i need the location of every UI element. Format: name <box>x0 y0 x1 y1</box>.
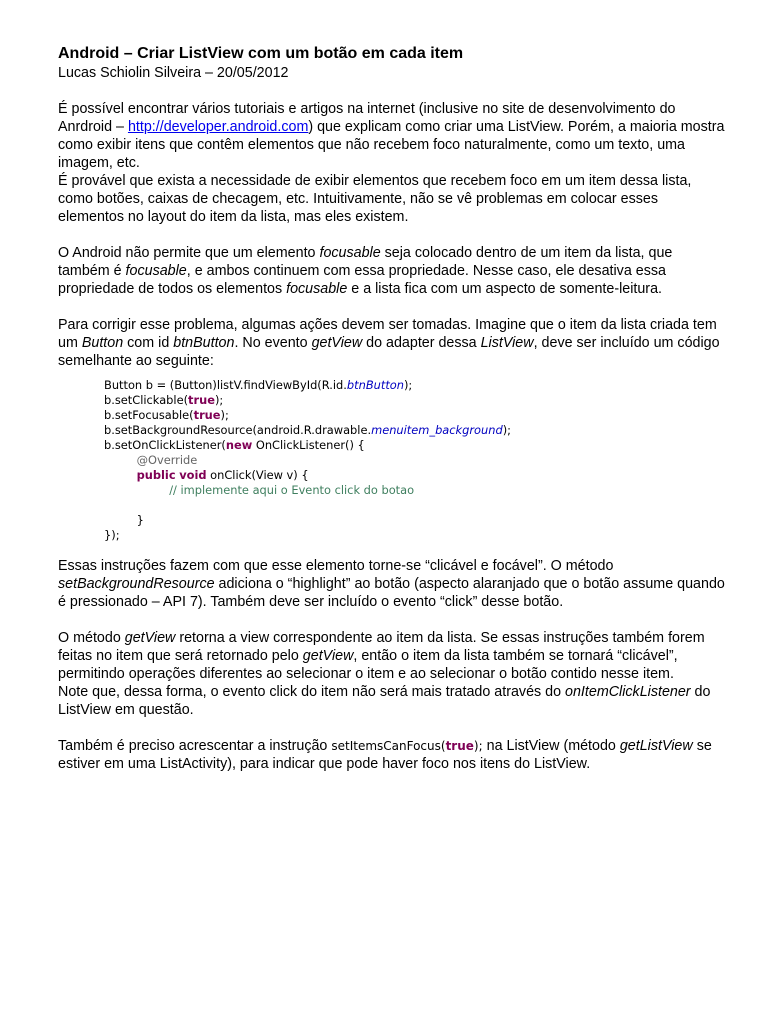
code-keyword: public <box>136 468 176 482</box>
paragraph-items-can-focus <box>58 737 726 773</box>
text: adiciona o “highlight” ao botão (aspecto alaranjado que o botão assume quando é pressionado – API 7). Também deve ser incluído o evento “click” desse botão. <box>58 576 725 610</box>
code-keyword: new <box>225 438 253 452</box>
code-text: ); <box>502 423 511 437</box>
text: O método <box>58 630 125 646</box>
italic-term: focusable <box>319 245 381 261</box>
text: se estiver em uma ListActivity), para indicar que pode haver foco nos itens do ListView. <box>58 738 712 772</box>
paragraph-focusable <box>58 244 726 298</box>
text: seja colocado dentro de um item da lista, que também é <box>58 245 673 279</box>
document-body <box>58 44 726 773</box>
italic-term: getView <box>124 630 176 646</box>
code-text: b.setOnClickListener( <box>104 438 226 452</box>
code-text: }); <box>104 528 120 542</box>
text: do ListView em questão. <box>58 684 711 718</box>
code-line-2 <box>104 393 223 407</box>
spacer <box>58 226 726 244</box>
code-text: ); <box>220 408 229 422</box>
text: com id <box>123 335 174 351</box>
italic-term: focusable <box>286 281 348 297</box>
code-text: b.setBackgroundResource(android.R.drawable. <box>104 423 372 437</box>
code-line-11 <box>104 528 120 542</box>
code-text: b.setClickable( <box>104 393 189 407</box>
paragraph-getview <box>58 629 726 683</box>
code-line-8 <box>104 483 414 497</box>
italic-term: Button <box>81 335 124 351</box>
code-comment: // implemente aqui o Evento click do botao <box>169 483 415 497</box>
paragraph-instructions <box>58 557 726 611</box>
text: ) que explicam como criar uma ListView. Porém, a maioria mostra como exibir itens que contêm elementos que não recebem foco naturalmente, como um texto, uma imagem, etc. <box>58 119 725 171</box>
code-line-3 <box>104 408 229 422</box>
code-keyword: void <box>179 468 207 482</box>
author-line: Lucas Schiolin Silveira – 20/05/2012 <box>58 65 289 81</box>
code-line-6 <box>104 453 197 467</box>
italic-term: getView <box>302 648 354 664</box>
code-field: menuitem_background <box>371 423 503 437</box>
italic-term: focusable <box>125 263 187 279</box>
code-block <box>104 378 726 543</box>
code-keyword: true <box>193 408 221 422</box>
code-line-10 <box>104 513 144 527</box>
code-line-7 <box>104 468 309 482</box>
code-keyword: true <box>445 739 474 753</box>
developer-link[interactable]: http://developer.android.com <box>127 119 309 135</box>
italic-term: getView <box>311 335 363 351</box>
inline-code <box>331 739 482 753</box>
text: É possível encontrar vários tutoriais e artigos na internet (inclusive no site de desenvolvimento do Anrdroid – <box>58 101 676 135</box>
spacer <box>58 719 726 737</box>
text: , deve ser incluído um código semelhante ao seguinte: <box>58 335 720 369</box>
text: do adapter dessa <box>362 335 481 351</box>
paragraph-note <box>58 683 726 719</box>
italic-term: btnButton <box>173 335 235 351</box>
text: Também é preciso acrescentar a instrução <box>58 738 332 754</box>
code-annotation: @Override <box>136 453 198 467</box>
code-text: ); <box>403 378 413 392</box>
page-title: Android – Criar ListView com um botão em cada item <box>58 45 464 62</box>
code-text: OnClickListener() { <box>252 438 365 452</box>
code-text: b.setFocusable( <box>104 408 194 422</box>
code-text: } <box>136 513 144 527</box>
text: na ListView (método <box>482 738 620 754</box>
italic-term: setBackgroundResource <box>58 576 215 592</box>
paragraph-fix <box>58 316 726 370</box>
code-field: btnButton <box>346 378 404 392</box>
text: O Android não permite que um elemento <box>58 245 320 261</box>
text: . No evento <box>234 335 312 351</box>
code-text: onClick(View v) { <box>206 468 309 482</box>
code-line-1 <box>104 378 412 392</box>
code-line-4 <box>104 423 511 437</box>
text: retorna a view correspondente ao item da lista. Se essas instruções também forem feitas no item que será retornado pelo <box>58 630 705 664</box>
text: Note que, dessa forma, o evento click do item não será mais tratado através do <box>58 684 566 700</box>
text: Para corrigir esse problema, algumas ações devem ser tomadas. Imagine que o item da lista criada tem um <box>58 317 717 351</box>
italic-term: getListView <box>619 738 693 754</box>
text: e a lista fica com um aspecto de somente-leitura. <box>347 281 662 297</box>
code-text: setItemsCanFocus( <box>331 739 446 753</box>
italic-term: onItemClickListener <box>565 684 691 700</box>
code-text: ); <box>473 739 483 753</box>
code-line-5 <box>104 438 365 452</box>
italic-term: ListView <box>480 335 534 351</box>
spacer <box>58 611 726 629</box>
spacer <box>58 298 726 316</box>
paragraph-focus-elements: É provável que exista a necessidade de exibir elementos que recebem foco em um item dessa lista, como botões, caixas de checagem, etc. Intuitivamente, não se vê problemas em colocar esses elementos no layout do item da lista, mas eles existem. <box>58 173 692 225</box>
text: , e ambos continuem com essa propriedade. Nesse caso, ele desativa essa propriedade de todos os elementos <box>58 263 666 297</box>
text: , então o item da lista também se tornará “clicável”, permitindo operações diferentes ao selecionar o item e ao selecionar o botão contido nesse item. <box>58 648 678 682</box>
code-text: Button b = (Button)listV.findViewById(R.id. <box>104 378 347 392</box>
text: Essas instruções fazem com que esse elemento torne-se “clicável e focável”. O método <box>58 558 614 574</box>
paragraph-intro <box>58 100 726 172</box>
code-text: ); <box>214 393 224 407</box>
code-keyword: true <box>188 393 215 407</box>
